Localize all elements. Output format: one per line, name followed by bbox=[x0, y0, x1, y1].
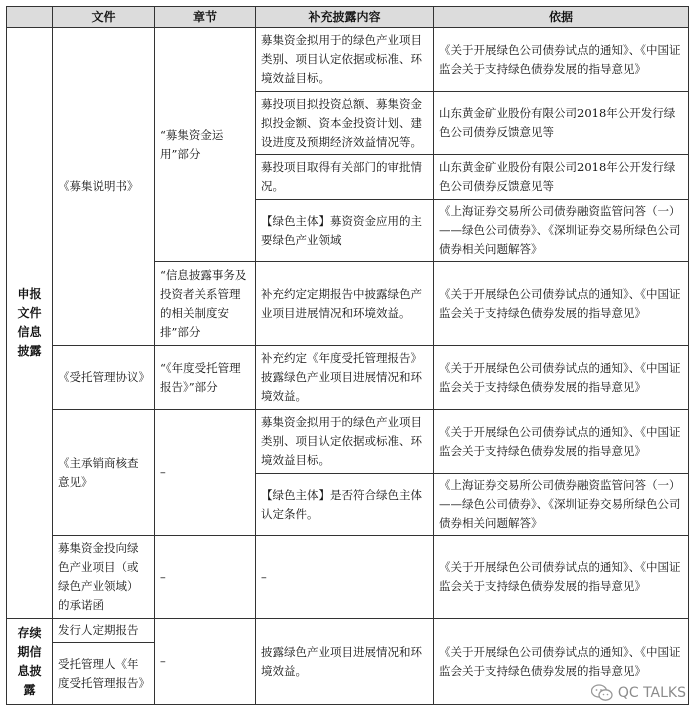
chapter-cell: “信息披露事务及投资者关系管理的相关制度安排”部分 bbox=[155, 262, 256, 346]
watermark bbox=[591, 684, 686, 702]
table-row bbox=[7, 410, 689, 474]
wechat-icon bbox=[591, 684, 613, 702]
content-cell: 【绿色主体】募资资金应用的主要绿色产业领域 bbox=[256, 200, 434, 262]
table-row bbox=[7, 346, 689, 410]
basis-cell: 《关于开展绿色公司债券试点的通知》、《中国证监会关于支持绿色债券发展的指导意见》 bbox=[434, 262, 689, 346]
header-content: 补充披露内容 bbox=[256, 7, 434, 28]
chapter-cell: “募集资金运用”部分 bbox=[155, 28, 256, 262]
chapter-cell: “《年度受托管理报告》”部分 bbox=[155, 346, 256, 410]
document-cell: 发行人定期报告 bbox=[53, 619, 155, 643]
table-header-row bbox=[7, 7, 689, 28]
header-document: 文件 bbox=[53, 7, 155, 28]
basis-cell: 《上海证券交易所公司债券融资监管问答（一）——绿色公司债券》、《深圳证券交易所绿色公司债券相关问题解答》 bbox=[434, 200, 689, 262]
content-cell: 补充约定定期报告中披露绿色产业项目进展情况和环境效益。 bbox=[256, 262, 434, 346]
chapter-cell: – bbox=[155, 536, 256, 619]
basis-cell: 《关于开展绿色公司债券试点的通知》、《中国证监会关于支持绿色债券发展的指导意见》 bbox=[434, 346, 689, 410]
document-cell: 《募集说明书》 bbox=[53, 28, 155, 346]
document-cell: 《受托管理协议》 bbox=[53, 346, 155, 410]
chapter-cell: – bbox=[155, 619, 256, 705]
document-cell: 募集资金投向绿色产业项目（或绿色产业领域）的承诺函 bbox=[53, 536, 155, 619]
content-cell: 【绿色主体】是否符合绿色主体认定条件。 bbox=[256, 474, 434, 536]
basis-cell: 山东黄金矿业股份有限公司2018年公开发行绿色公司债券反馈意见等 bbox=[434, 155, 689, 200]
table-row bbox=[7, 28, 689, 92]
watermark-text: QC TALKS bbox=[617, 685, 686, 701]
table-row bbox=[7, 619, 689, 643]
basis-cell: 《上海证券交易所公司债券融资监管问答（一）——绿色公司债券》、《深圳证券交易所绿色公司债券相关问题解答》 bbox=[434, 474, 689, 536]
basis-cell: 《关于开展绿色公司债券试点的通知》、《中国证监会关于支持绿色债券发展的指导意见》 bbox=[434, 28, 689, 92]
table-row bbox=[7, 536, 689, 619]
category-apply: 申报文件信息披露 bbox=[7, 28, 53, 619]
content-cell: 披露绿色产业项目进展情况和环境效益。 bbox=[256, 619, 434, 705]
chapter-cell: – bbox=[155, 410, 256, 536]
disclosure-table bbox=[6, 6, 689, 705]
document-cell: 受托管理人《年度受托管理报告》 bbox=[53, 643, 155, 705]
basis-cell: 《关于开展绿色公司债券试点的通知》、《中国证监会关于支持绿色债券发展的指导意见》 bbox=[434, 536, 689, 619]
document-cell: 《主承销商核查意见》 bbox=[53, 410, 155, 536]
content-cell: – bbox=[256, 536, 434, 619]
basis-cell: 《关于开展绿色公司债券试点的通知》、《中国证监会关于支持绿色债券发展的指导意见》 bbox=[434, 410, 689, 474]
header-category bbox=[7, 7, 53, 28]
basis-cell: 《关于开展绿色公司债券试点的通知》、《中国证监会关于支持绿色债券发展的指导意见》 bbox=[434, 619, 689, 705]
content-cell: 募集资金拟用于的绿色产业项目类别、项目认定依据或标准、环境效益目标。 bbox=[256, 28, 434, 92]
category-ongoing: 存续期信息披露 bbox=[7, 619, 53, 705]
header-basis: 依据 bbox=[434, 7, 689, 28]
header-chapter: 章节 bbox=[155, 7, 256, 28]
basis-cell: 山东黄金矿业股份有限公司2018年公开发行绿色公司债券反馈意见等 bbox=[434, 92, 689, 155]
content-cell: 募投项目拟投资总额、募集资金拟投金额、资本金投资计划、建设进度及预期经济效益情况等。 bbox=[256, 92, 434, 155]
content-cell: 募投项目取得有关部门的审批情况。 bbox=[256, 155, 434, 200]
content-cell: 募集资金拟用于的绿色产业项目类别、项目认定依据或标准、环境效益目标。 bbox=[256, 410, 434, 474]
content-cell: 补充约定《年度受托管理报告》披露绿色产业项目进展情况和环境效益。 bbox=[256, 346, 434, 410]
